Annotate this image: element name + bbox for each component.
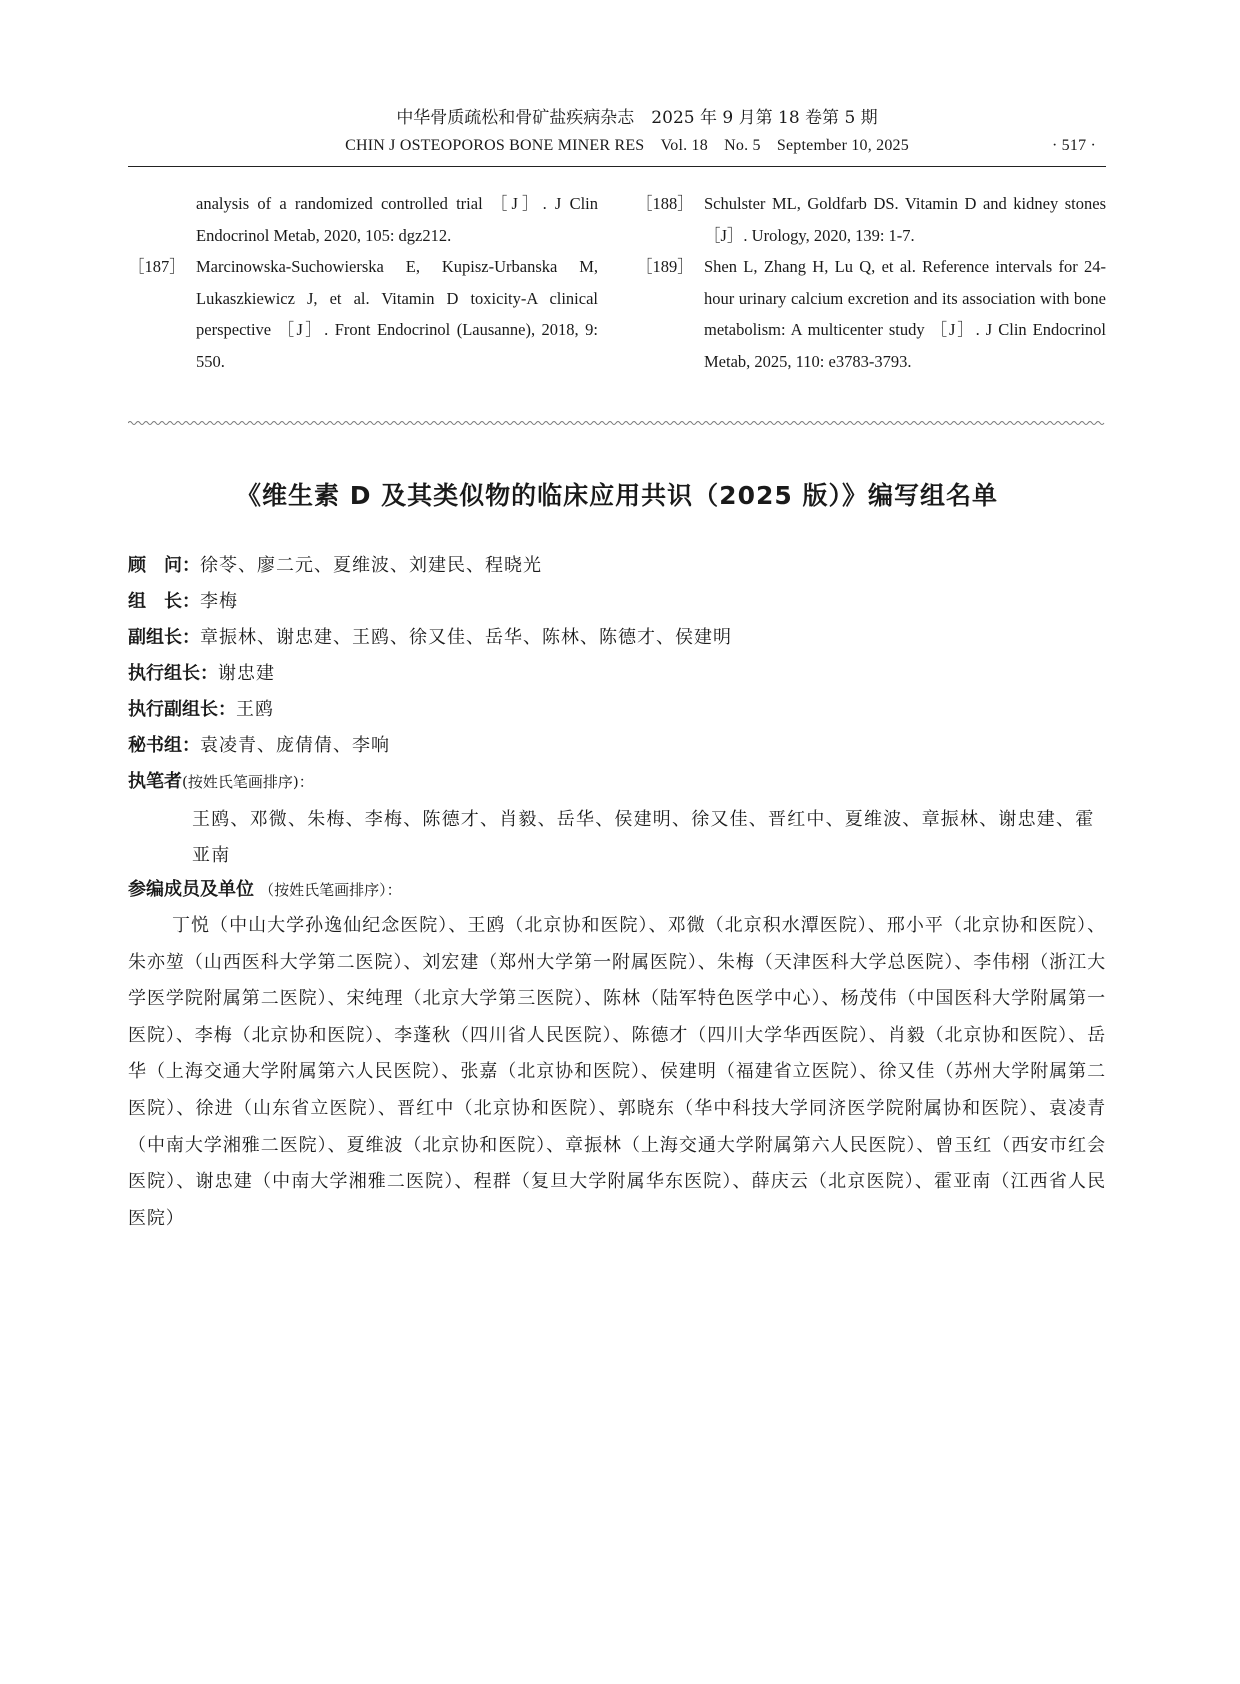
- reference-text: Shen L, Zhang H, Lu Q, et al. Reference intervals for 24-hour urinary calcium excretion and its association with bone metabolism: A multicenter study ［J］. J Clin Endocrinol Metab, 2025, 110: e3783-3793.: [704, 257, 1106, 371]
- writers-note: (按姓氏笔画排序)：: [182, 773, 314, 791]
- exec-leader-name: 谢忠建: [218, 663, 275, 684]
- header-rule: [128, 166, 1106, 167]
- reference-text: analysis of a randomized controlled trial ［J］. J Clin Endocrinol Metab, 2020, 105: dgz212.: [196, 194, 598, 245]
- secretary-row: [128, 728, 1106, 764]
- vice-leaders-row: [128, 620, 1106, 656]
- references-section: [128, 188, 1106, 377]
- journal-title-en-text: CHIN J OSTEOPOROS BONE MINER RES Vol. 18 No. 5 September 10, 2025: [345, 137, 909, 154]
- references-left-column: [128, 188, 598, 377]
- leader-name: 李梅: [200, 591, 238, 612]
- secretary-names: 袁凌青、庞倩倩、李响: [200, 735, 390, 756]
- references-right-column: [636, 188, 1106, 377]
- exec-leader-row: [128, 656, 1106, 692]
- reference-item: [128, 251, 598, 377]
- vice-leaders-names: 章振林、谢忠建、王鸥、徐又佳、岳华、陈林、陈德才、侯建明: [200, 627, 732, 648]
- committee-roles: [128, 548, 1106, 874]
- journal-title-cn: 中华骨质疏松和骨矿盐疾病杂志 2025 年 9 月第 18 卷第 5 期: [396, 108, 878, 128]
- exec-vice-row: [128, 692, 1106, 728]
- secretary-label: 秘书组：: [128, 735, 200, 756]
- vice-leaders-label: 副组长：: [128, 627, 200, 648]
- reference-item: [128, 188, 598, 251]
- reference-number: ［189］: [636, 257, 694, 276]
- leader-label: 组 长：: [128, 591, 200, 612]
- reference-text: Marcinowska-Suchowierska E, Kupisz-Urbanska M, Lukaszkiewicz J, et al. Vitamin D toxicity-A clinical perspective ［J］. Front Endocrinol (Lausanne), 2018, 9: 550.: [196, 257, 598, 371]
- wavy-divider: [128, 420, 1106, 426]
- reference-number: ［187］: [128, 257, 186, 276]
- advisors-row: [128, 548, 1106, 584]
- writers-names: 王鸥、邓微、朱梅、李梅、陈德才、肖毅、岳华、侯建明、徐又佳、晋红中、夏维波、章振林、谢忠建、霍亚南: [192, 809, 1095, 866]
- members-label: 参编成员及单位: [128, 879, 254, 900]
- writers-row: [128, 764, 1106, 800]
- reference-number: ［188］: [636, 194, 694, 213]
- page-number: · 517 ·: [1051, 137, 1096, 154]
- exec-vice-name: 王鸥: [236, 699, 274, 720]
- members-list: 丁悦（中山大学孙逸仙纪念医院）、王鸥（北京协和医院）、邓微（北京积水潭医院）、邢小平（北京协和医院）、朱亦堃（山西医科大学第二医院）、刘宏建（郑州大学第一附属医院）、朱梅（天津医科大学总医院）、李伟栩（浙江大学医学院附属第二医院）、宋纯理（北京大学第三医院）、陈林（陆军特色医学中心）、杨茂伟（中国医科大学附属第一医院）、李梅（北京协和医院）、李蓬秋（四川省人民医院）、陈德才（四川大学华西医院）、肖毅（北京协和医院）、岳华（上海交通大学附属第六人民医院）、张嘉（北京协和医院）、侯建明（福建省立医院）、徐又佳（苏州大学附属第二医院）、徐进（山东省立医院）、晋红中（北京协和医院）、郭晓东（华中科技大学同济医学院附属协和医院）、袁凌青（中南大学湘雅二医院）、夏维波（北京协和医院）、章振林（上海交通大学附属第六人民医院）、曾玉红（西安市红会医院）、谢忠建（中南大学湘雅二医院）、程群（复旦大学附属华东医院）、薛庆云（北京医院）、霍亚南（江西省人民医院）: [128, 915, 1106, 1229]
- leader-row: [128, 584, 1106, 620]
- reference-item: [636, 188, 1106, 251]
- exec-vice-label: 执行副组长：: [128, 699, 236, 720]
- advisors-label: 顾 问：: [128, 555, 200, 576]
- reference-number: [128, 188, 196, 251]
- members-heading: [128, 872, 1106, 908]
- journal-title-en: [128, 132, 1106, 160]
- document-title: 《维生素 D 及其类似物的临床应用共识（2025 版）》编写组名单: [236, 481, 998, 510]
- members-note: （按姓氏笔画排序）：: [259, 881, 402, 899]
- writers-label: 执笔者: [128, 771, 182, 792]
- running-header: [128, 104, 1106, 160]
- reference-item: [636, 251, 1106, 377]
- reference-text: Schulster ML, Goldfarb DS. Vitamin D and kidney stones ［J］. Urology, 2020, 139: 1-7.: [704, 194, 1106, 245]
- exec-leader-label: 执行组长：: [128, 663, 218, 684]
- advisors-names: 徐苓、廖二元、夏维波、刘建民、程晓光: [200, 555, 542, 576]
